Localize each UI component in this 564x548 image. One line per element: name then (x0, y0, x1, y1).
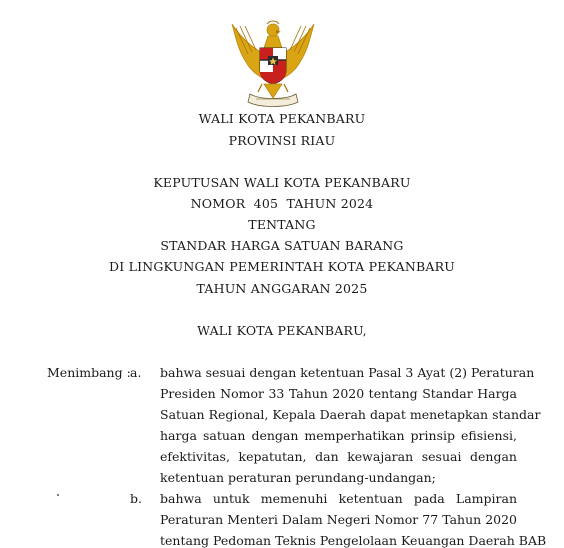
scan-speck (57, 494, 59, 496)
item-a-line: harga satuan dengan memperhatikan prinsip efisiensi, (160, 428, 517, 443)
item-a-line: Satuan Regional, Kepala Daerah dapat menetapkan standar (160, 407, 541, 422)
decree-subject-line-2: DI LINGKUNGAN PEMERINTAH KOTA PEKANBARU (109, 259, 455, 274)
garuda-pancasila-emblem-icon (228, 18, 318, 110)
item-a-line: Presiden Nomor 33 Tahun 2020 tentang Standar Harga (160, 386, 517, 401)
decree-title: KEPUTUSAN WALI KOTA PEKANBARU (153, 175, 411, 190)
issuer-title: WALI KOTA PEKANBARU, (197, 323, 367, 338)
province-title: PROVINSI RIAU (228, 133, 336, 148)
item-b-line: Peraturan Menteri Dalam Negeri Nomor 77 Tahun 2020 (160, 512, 517, 527)
decree-subject-line-1: STANDAR HARGA SATUAN BARANG (160, 238, 404, 253)
item-b-marker: b. (130, 491, 142, 506)
decree-subject-line-3: TAHUN ANGGARAN 2025 (196, 281, 368, 296)
considering-label: Menimbang : (47, 365, 131, 380)
item-a-line: bahwa sesuai dengan ketentuan Pasal 3 Ayat (2) Peraturan (160, 365, 535, 380)
item-b-line: tentang Pedoman Teknis Pengelolaan Keuangan Daerah BAB (160, 533, 547, 548)
decree-about: TENTANG (248, 217, 316, 232)
item-a-marker: a. (130, 365, 142, 380)
office-title: WALI KOTA PEKANBARU (198, 111, 366, 126)
item-a-line: efektivitas, kepatutan, dan kewajaran sesuai dengan (160, 449, 517, 464)
decree-number: NOMOR 405 TAHUN 2024 (190, 196, 374, 211)
item-b-line: bahwa untuk memenuhi ketentuan pada Lampiran (160, 491, 517, 506)
item-a-line: ketentuan peraturan perundang-undangan; (160, 470, 436, 485)
